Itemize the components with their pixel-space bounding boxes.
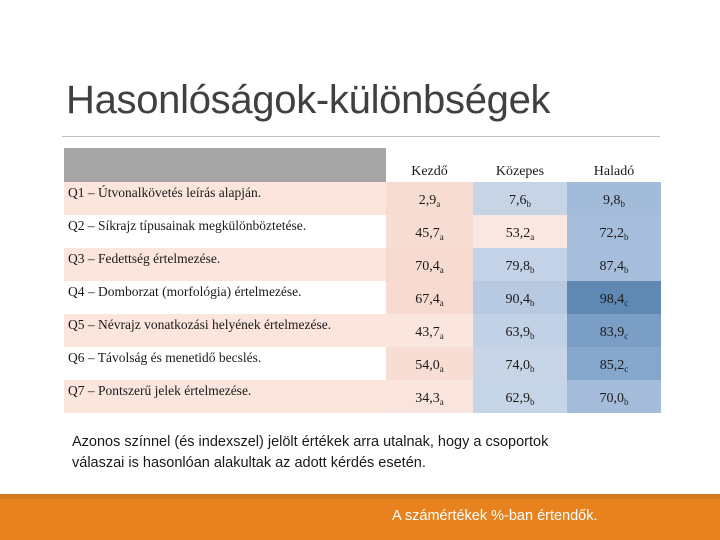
column-header-kozepes: Közepes [473,148,567,182]
question-label: Q3 – Fedettség értelmezése. [68,251,221,266]
value-cell [567,215,661,248]
table-row [64,380,661,413]
group-index: a [439,363,444,374]
header-corner-cell [64,148,386,182]
explanation-note [72,432,672,474]
table-header-row [64,148,661,182]
cell-value: 7,6 [509,192,527,208]
group-index: a [439,264,444,275]
title-divider [62,136,660,137]
group-index: a [439,297,444,308]
cell-value: 72,2 [599,225,624,241]
value-cell [473,380,567,413]
value-cell [567,380,661,413]
table-row [64,314,661,347]
cell-value: 87,4 [599,258,624,274]
cell-value: 70,0 [599,390,624,406]
group-index: b [620,198,625,209]
cell-value: 67,4 [415,291,440,307]
value-cell [473,215,567,248]
column-header-halado: Haladó [567,148,661,182]
group-index: b [624,231,629,242]
group-index: a [530,231,535,242]
question-label: Q1 – Útvonalkövetés leírás alapján. [68,185,262,200]
note-line-1: Azonos színnel (és indexszel) jelölt értékek arra utalnak, hogy a csoportok [72,434,549,450]
table-row [64,347,661,380]
question-label: Q5 – Névrajz vonatkozási helyének értelmezése. [68,317,332,332]
note-line-2: válaszai is hasonlóan alakultak az adott kérdés esetén. [72,455,426,471]
cell-value: 34,3 [415,390,440,406]
value-cell [473,281,567,314]
cell-value: 43,7 [415,324,440,340]
slide-title: Hasonlóságok-különbségek [66,78,551,122]
value-cell [386,281,473,314]
question-label: Q4 – Domborzat (morfológia) értelmezése. [68,284,302,299]
group-index: b [624,264,629,275]
cell-value: 70,4 [415,258,440,274]
group-index: b [624,396,629,407]
value-cell [386,347,473,380]
cell-value: 98,4 [599,291,625,307]
value-cell [386,248,473,281]
group-index: a [439,330,444,341]
question-label: Q2 – Síkrajz típusainak megkülönböztetése. [68,218,307,233]
group-index: a [439,231,444,242]
value-cell [473,182,567,215]
column-header-kezdo: Kezdő [386,148,473,182]
table-row [64,215,661,248]
group-index: a [436,198,441,209]
value-cell [386,215,473,248]
value-cell [567,182,661,215]
results-table [64,148,661,413]
cell-value: 85,2 [599,357,625,373]
value-cell [473,347,567,380]
group-index: c [624,330,629,341]
table-row [64,248,661,281]
cell-value: 2,9 [418,192,437,208]
group-index: b [530,264,535,275]
group-index: b [530,297,535,308]
cell-value: 74,0 [505,357,530,373]
value-cell [567,347,661,380]
cell-value: 53,2 [505,225,531,241]
group-index: c [624,297,629,308]
cell-value: 54,0 [415,357,440,373]
cell-value: 83,9 [599,324,625,340]
value-cell [567,314,661,347]
value-cell [473,248,567,281]
cell-value: 63,9 [505,324,530,340]
question-label: Q7 – Pontszerű jelek értelmezése. [68,383,252,398]
cell-value: 9,8 [603,192,621,208]
cell-value: 45,7 [415,225,440,241]
group-index: b [530,363,535,374]
table-row [64,281,661,314]
cell-value: 79,8 [505,258,530,274]
group-index: a [439,396,444,407]
group-index: b [526,198,531,209]
value-cell [567,248,661,281]
value-cell [386,182,473,215]
value-cell [567,281,661,314]
group-index: b [530,396,535,407]
value-cell [473,314,567,347]
value-cell [386,380,473,413]
group-index: c [624,363,629,374]
footer-note: A számértékek %-ban értendők. [392,508,598,524]
cell-value: 62,9 [505,390,530,406]
footer-band [0,499,720,540]
question-label: Q6 – Távolság és menetidő becslés. [68,350,262,365]
table-row [64,182,661,215]
value-cell [386,314,473,347]
cell-value: 90,4 [505,291,530,307]
group-index: b [530,330,535,341]
